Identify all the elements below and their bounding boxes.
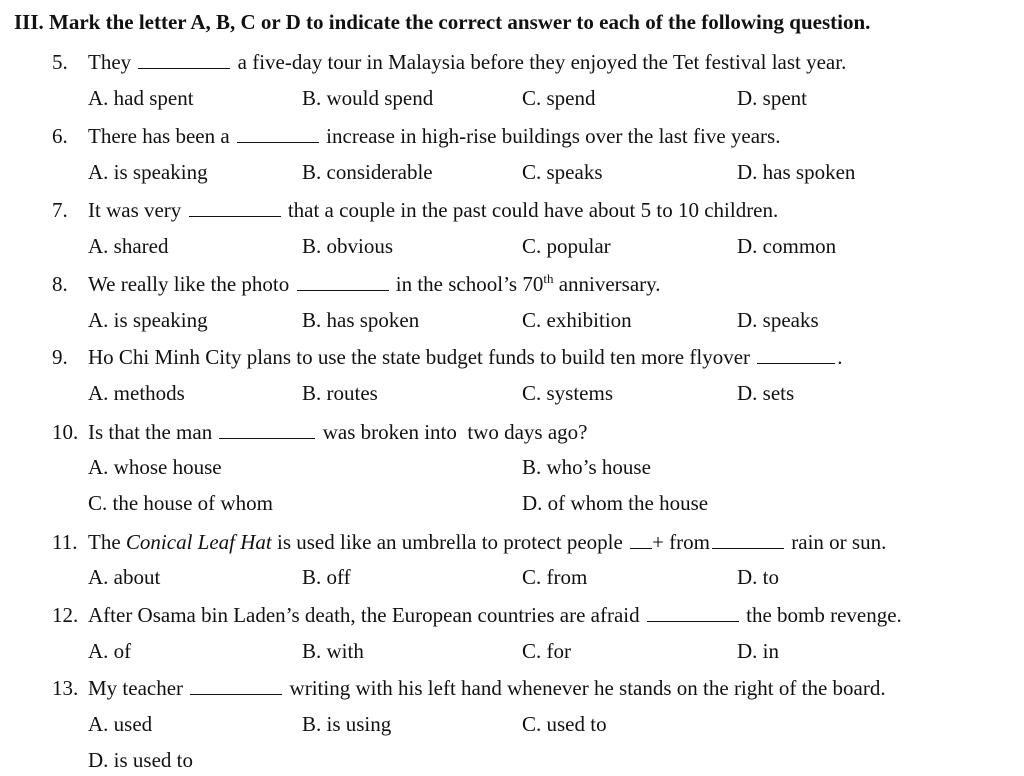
- answer-blank[interactable]: [138, 54, 230, 69]
- question-text-before: The: [88, 530, 121, 554]
- option-c[interactable]: C. used to: [522, 712, 607, 736]
- answer-blank[interactable]: [647, 607, 739, 622]
- option-c[interactable]: C. systems: [522, 381, 614, 405]
- question-text-before: They: [88, 50, 132, 74]
- question-number: 6.: [52, 124, 68, 148]
- handwritten-note: + from: [652, 530, 710, 554]
- question-text-after: .: [837, 345, 843, 369]
- option-a[interactable]: A. used: [88, 712, 153, 736]
- option-b[interactable]: B. off: [302, 565, 351, 589]
- question-text-after: a five-day tour in Malaysia before they enjoyed the Tet festival last year.: [237, 50, 847, 74]
- question-number: 13.: [52, 676, 79, 700]
- option-a[interactable]: A. shared: [88, 234, 169, 258]
- answer-blank[interactable]: [190, 680, 282, 695]
- italic-term: Conical Leaf Hat: [125, 530, 272, 554]
- question-5: [52, 50, 846, 75]
- question-13: [52, 676, 886, 701]
- question-number: 11.: [52, 530, 78, 554]
- option-c[interactable]: C. the house of whom: [88, 491, 273, 515]
- option-c[interactable]: C. from: [522, 565, 588, 589]
- question-text-before: There has been a: [88, 124, 230, 148]
- option-c[interactable]: C. speaks: [522, 160, 603, 184]
- option-b[interactable]: B. has spoken: [302, 308, 420, 332]
- option-d[interactable]: D. in: [737, 639, 779, 663]
- after-text-pre: in the school’s 70: [395, 272, 544, 296]
- option-d[interactable]: D. sets: [737, 381, 795, 405]
- question-6: [52, 124, 780, 149]
- question-text-after: rain or sun.: [791, 530, 887, 554]
- question-text-after: [396, 272, 661, 296]
- question-text-before: Ho Chi Minh City plans to use the state budget funds to build ten more flyover: [88, 345, 751, 369]
- option-d[interactable]: D. speaks: [737, 308, 819, 332]
- option-a[interactable]: A. is speaking: [88, 308, 208, 332]
- question-11: [52, 530, 886, 555]
- option-d[interactable]: D. is used to: [88, 748, 193, 772]
- question-text-after: was broken into two days ago?: [322, 420, 588, 444]
- option-b[interactable]: B. would spend: [302, 86, 434, 110]
- option-c[interactable]: C. for: [522, 639, 571, 663]
- question-text-before: My teacher: [88, 676, 184, 700]
- question-8: [52, 272, 661, 297]
- answer-blank[interactable]: [219, 424, 315, 439]
- question-text-after: increase in high-rise buildings over the last five years.: [326, 124, 781, 148]
- question-9: [52, 345, 843, 370]
- question-number: 8.: [52, 272, 68, 296]
- answer-blank[interactable]: [189, 202, 281, 217]
- answer-blank[interactable]: [237, 128, 319, 143]
- option-d[interactable]: D. has spoken: [737, 160, 856, 184]
- after-text-post: anniversary.: [553, 272, 661, 296]
- question-text-before: It was very: [88, 198, 182, 222]
- question-10: [52, 420, 588, 445]
- option-b[interactable]: B. is using: [302, 712, 392, 736]
- option-d[interactable]: D. common: [737, 234, 837, 258]
- question-12: [52, 603, 902, 628]
- ordinal-suffix: th: [543, 271, 554, 286]
- question-number: 12.: [52, 603, 79, 627]
- option-c[interactable]: C. exhibition: [522, 308, 632, 332]
- answer-blank-2[interactable]: [712, 534, 784, 549]
- option-d[interactable]: D. of whom the house: [522, 491, 709, 515]
- question-number: 5.: [52, 50, 68, 74]
- option-b[interactable]: B. routes: [302, 381, 378, 405]
- option-d[interactable]: D. spent: [737, 86, 807, 110]
- question-text-before: Is that the man: [88, 420, 213, 444]
- option-a[interactable]: A. methods: [88, 381, 185, 405]
- question-text-middle: is used like an umbrella to protect people: [277, 530, 623, 554]
- option-b[interactable]: B. with: [302, 639, 364, 663]
- question-7: [52, 198, 778, 223]
- option-d[interactable]: D. to: [737, 565, 779, 589]
- question-text-after: that a couple in the past could have about 5 to 10 children.: [287, 198, 779, 222]
- question-text-before: After Osama bin Laden’s death, the European countries are afraid: [88, 603, 640, 627]
- option-b[interactable]: B. considerable: [302, 160, 433, 184]
- option-a[interactable]: A. is speaking: [88, 160, 208, 184]
- question-text-after: writing with his left hand whenever he stands on the right of the board.: [289, 676, 886, 700]
- question-text-after: the bomb revenge.: [746, 603, 902, 627]
- option-a[interactable]: A. about: [88, 565, 161, 589]
- answer-blank[interactable]: [630, 534, 652, 549]
- answer-blank[interactable]: [297, 276, 389, 291]
- option-b[interactable]: B. who’s house: [522, 455, 651, 479]
- answer-blank[interactable]: [757, 349, 835, 364]
- option-c[interactable]: C. popular: [522, 234, 611, 258]
- question-text-before: We really like the photo: [88, 272, 290, 296]
- question-number: 10.: [52, 420, 79, 444]
- option-b[interactable]: B. obvious: [302, 234, 394, 258]
- question-number: 9.: [52, 345, 68, 369]
- option-a[interactable]: A. whose house: [88, 455, 222, 479]
- option-a[interactable]: A. of: [88, 639, 132, 663]
- option-a[interactable]: A. had spent: [88, 86, 194, 110]
- section-heading: III. Mark the letter A, B, C or D to indicate the correct answer to each of the following question.: [14, 10, 871, 34]
- question-number: 7.: [52, 198, 68, 222]
- option-c[interactable]: C. spend: [522, 86, 596, 110]
